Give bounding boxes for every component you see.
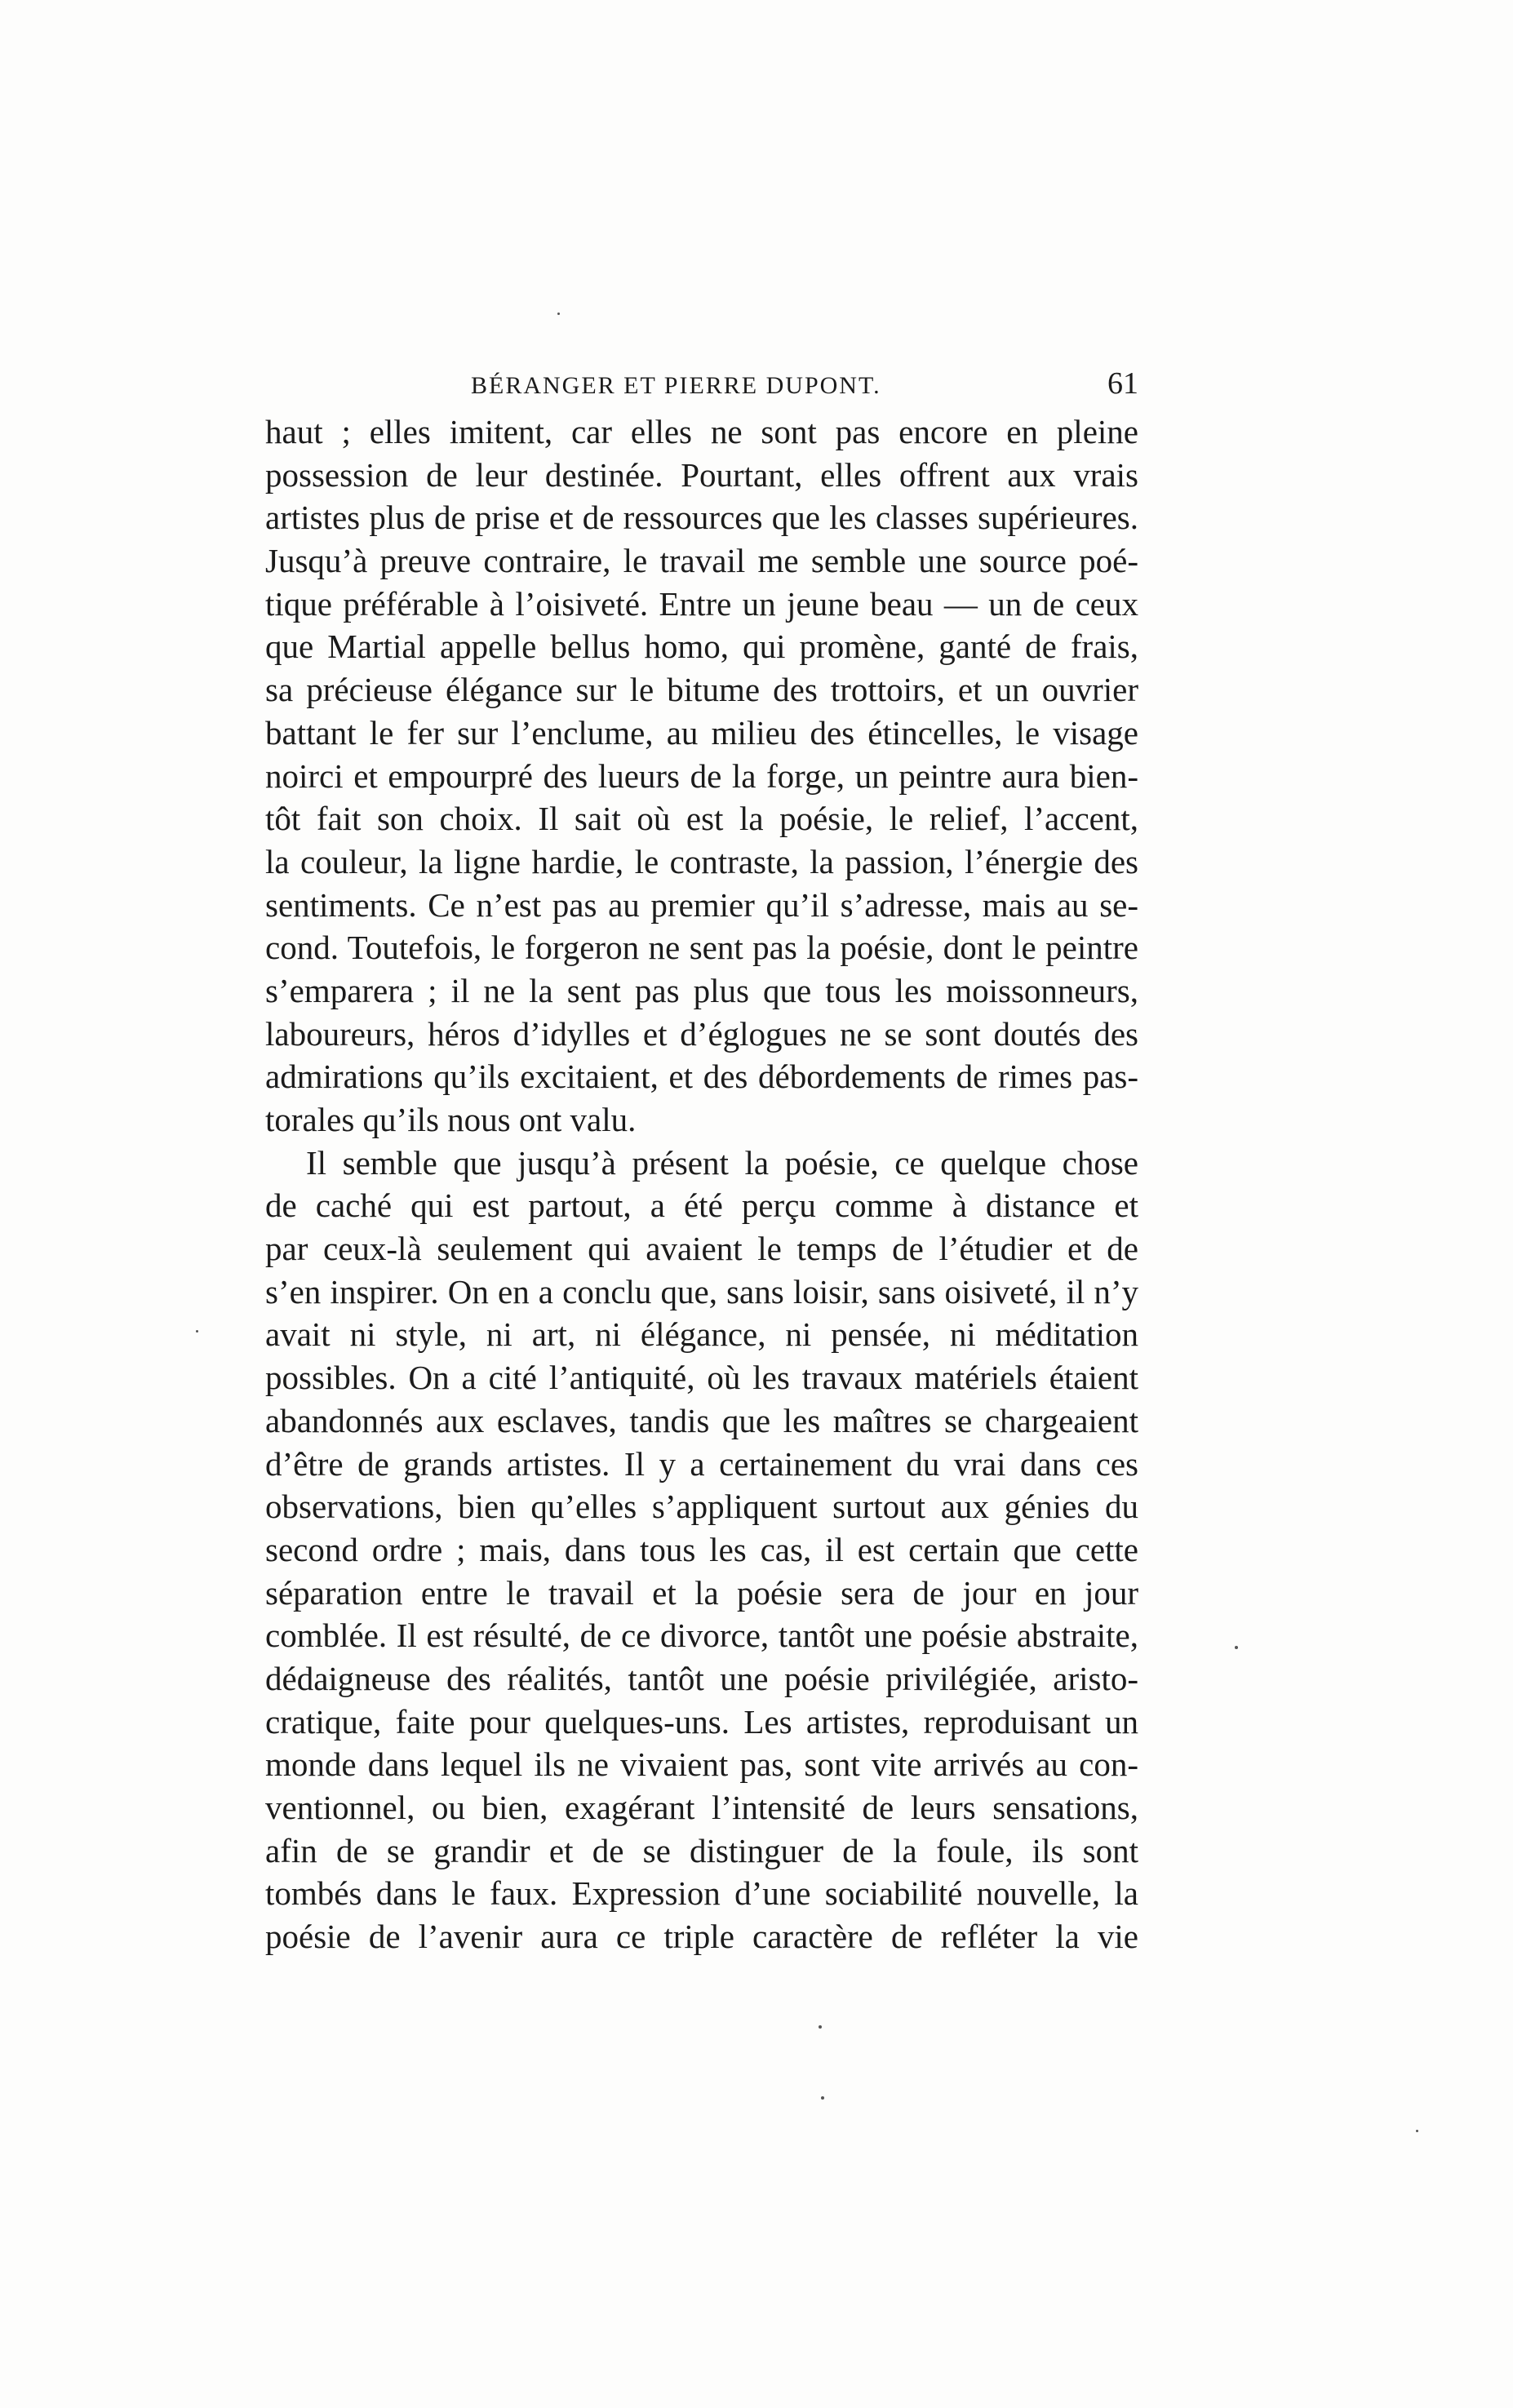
text-line: d’être de grands artistes. Il y a certainement du vrai dans ces [265,1444,1138,1483]
paragraph-2 [265,1142,1138,1958]
paper-speck [821,2096,824,2100]
running-head [265,366,1138,415]
text-line: haut ; elles imitent, car elles ne sont pas encore en pleine [265,413,1138,450]
text-line: observations, bien qu’elles s’appliquent surtout aux génies du [265,1488,1138,1526]
page-number: 61 [1107,366,1138,401]
paper-speck [1235,1646,1238,1649]
text-line: par ceux-là seulement qui avaient le temps de l’étudier et de [265,1230,1138,1268]
text-line: torales qu’ils nous ont valu. [265,1101,637,1138]
text-line: sentiments. Ce n’est pas au premier qu’il s’adresse, mais au se- [265,885,1138,924]
text-line: la couleur, la ligne hardie, le contraste, la passion, l’énergie des [265,842,1138,880]
text-line: cond. Toutefois, le forgeron ne sent pas la poésie, dont le peintre [265,929,1138,967]
text-line: avait ni style, ni art, ni élégance, ni pensée, ni méditation [265,1315,1138,1354]
text-line: laboureurs, héros d’idylles et d’églogues ne se sont doutés des [265,1014,1138,1053]
text-line: Il semble que jusqu’à présent la poésie, ce quelque chose [306,1143,1138,1182]
text-line: second ordre ; mais, dans tous les cas, il est certain que cette [265,1530,1138,1568]
text-line: poésie de l’avenir aura ce triple caractère de refléter la vie [265,1918,1138,1956]
body-text [265,410,1138,1958]
text-line: possibles. On a cité l’antiquité, où les travaux matériels étaient [265,1359,1138,1397]
paragraph-1 [265,410,1138,1142]
text-line: cratique, faite pour quelques-uns. Les artistes, reproduisant un [265,1702,1138,1741]
text-line: artistes plus de prise et de ressources que les classes supérieures. [265,499,1138,537]
text-line: s’emparera ; il ne la sent pas plus que tous les moissonneurs, [265,971,1138,1009]
text-line: monde dans lequel ils ne vivaient pas, sont vite arrivés au con- [265,1745,1138,1784]
text-line: séparation entre le travail et la poésie sera de jour en jour [265,1573,1138,1612]
text-line: Jusqu’à preuve contraire, le travail me semble une source poé- [265,542,1138,580]
paper-speck [819,2025,822,2029]
paper-speck [557,313,560,315]
text-line: admirations qu’ils excitaient, et des débordements de rimes pas- [265,1058,1138,1096]
paper-speck [196,1330,198,1333]
text-line: afin de se grandir et de se distinguer de la foule, ils sont [265,1831,1138,1869]
text-line: ventionnel, ou bien, exagérant l’intensité de leurs sensations, [265,1789,1138,1826]
text-line: s’en inspirer. On en a conclu que, sans loisir, sans oisiveté, il n’y [265,1272,1138,1310]
text-line: tique préférable à l’oisiveté. Entre un jeune beau — un de ceux [265,584,1138,623]
text-line: abandonnés aux esclaves, tandis que les maîtres se chargeaient [265,1401,1138,1439]
text-line: comblée. Il est résulté, de ce divorce, tantôt une poésie abstraite, [265,1616,1138,1655]
text-line: tombés dans le faux. Expression d’une sociabilité nouvelle, la [265,1874,1138,1913]
text-line: dédaigneuse des réalités, tantôt une poésie privilégiée, aristo- [265,1659,1138,1697]
text-line: noirci et empourpré des lueurs de la forge, un peintre aura bien- [265,756,1138,795]
running-title: BÉRANGER ET PIERRE DUPONT. [471,372,881,399]
text-line: de caché qui est partout, a été perçu comme à distance et [265,1186,1138,1225]
paper-speck [1416,2130,1418,2132]
text-line: battant le fer sur l’enclume, au milieu des étincelles, le visage [265,713,1138,752]
text-line: sa précieuse élégance sur le bitume des trottoirs, et un ouvrier [265,671,1138,709]
text-line: possession de leur destinée. Pourtant, elles offrent aux vrais [265,455,1138,494]
text-line: tôt fait son choix. Il sait où est la poésie, le relief, l’accent, [265,800,1138,838]
text-line: que Martial appelle bellus homo, qui promène, ganté de frais, [265,627,1138,666]
